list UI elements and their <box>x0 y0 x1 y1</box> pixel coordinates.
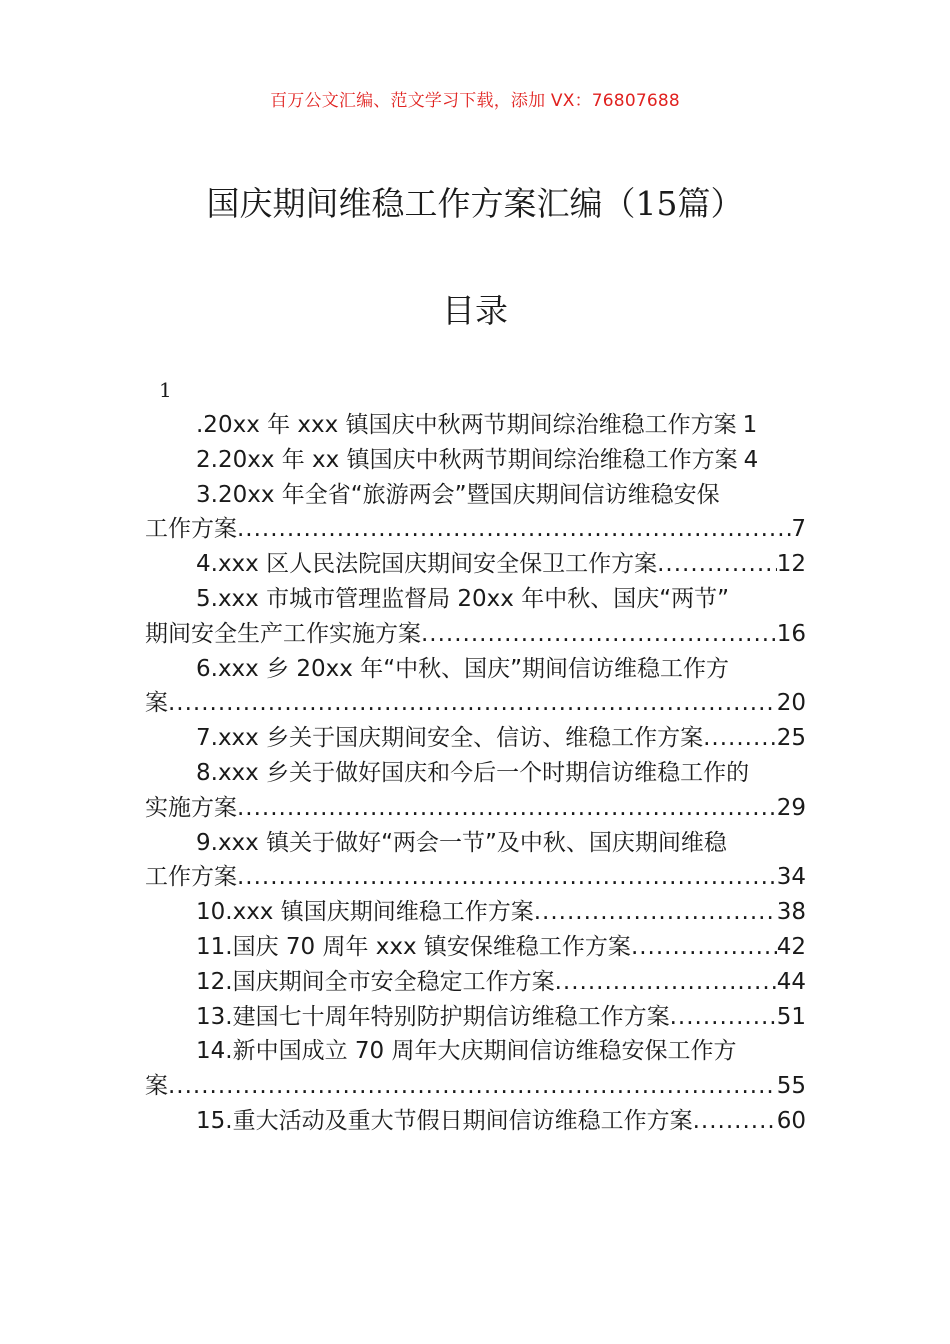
toc-entry-3-continued[interactable] <box>145 512 806 547</box>
toc-entry-title: 6.xxx 乡 20xx 年“中秋、国庆”期间信访维稳工作方 <box>196 655 730 682</box>
toc-entry-page: 44 <box>776 968 806 995</box>
toc-leader-dots <box>421 617 777 652</box>
toc-entry-title: 3.20xx 年全省“旅游两会”暨国庆期间信访维稳安保 <box>196 481 720 508</box>
toc-leader-dots <box>555 965 777 1000</box>
document-title <box>0 178 950 225</box>
toc-entry-page: 1 <box>742 412 758 438</box>
toc-entry-title: 8.xxx 乡关于做好国庆和今后一个时期信访维稳工作的 <box>196 759 750 786</box>
toc-entry-page: 4 <box>743 446 759 473</box>
page-number: 1 <box>159 378 172 402</box>
toc-entry-page: 60 <box>776 1107 806 1134</box>
toc-entry-title: 14.新中国成立 70 周年大庆期间信访维稳安保工作方 <box>196 1038 737 1065</box>
toc-entry-5-continued[interactable] <box>145 617 806 652</box>
toc-entry-title: .20xx 年 xxx 镇国庆中秋两节期间综治维稳工作方案 <box>196 412 737 438</box>
title-count: 15 <box>635 184 678 223</box>
toc-entry-title: 2.20xx 年 xx 镇国庆中秋两节期间综治维稳工作方案 <box>196 446 738 473</box>
toc-entry-page: 20 <box>776 690 806 717</box>
toc-leader-dots <box>237 512 791 547</box>
toc-leader-dots <box>168 1069 777 1104</box>
title-suffix: 篇） <box>677 184 744 223</box>
toc-entry-4[interactable] <box>145 547 806 582</box>
toc-entry-title: 7.xxx 乡关于国庆期间安全、信访、维稳工作方案 <box>196 725 704 752</box>
toc-entry-page: 7 <box>791 516 806 543</box>
toc-entry-title: 5.xxx 市城市管理监督局 20xx 年中秋、国庆“两节” <box>196 585 730 612</box>
toc-entry-page: 55 <box>776 1073 806 1100</box>
promo-banner: 百万公文汇编、范文学习下载，添加 VX：76807688 <box>270 91 680 111</box>
toc-entry-2[interactable] <box>145 443 806 478</box>
toc-entry-title: 13.建国七十周年特别防护期信访维稳工作方案 <box>196 1003 670 1030</box>
toc-leader-dots <box>631 930 777 965</box>
toc-leader-dots <box>237 791 777 826</box>
toc-entry-5[interactable] <box>145 582 806 617</box>
toc-leader-dots <box>670 1000 777 1035</box>
toc-entry-page: 34 <box>776 864 806 891</box>
toc-entry-7[interactable] <box>145 721 806 756</box>
toc-entry-9[interactable] <box>145 826 806 861</box>
toc-entry-8[interactable] <box>145 756 806 791</box>
toc-entry-page: 12 <box>776 551 806 578</box>
toc-entry-title-continued: 工作方案 <box>145 516 237 543</box>
toc-entry-title-continued: 期间安全生产工作实施方案 <box>145 620 421 647</box>
toc-entry-title: 11.国庆 70 周年 xxx 镇安保维稳工作方案 <box>196 933 631 960</box>
toc-entry-title: 9.xxx 镇关于做好“两会一节”及中秋、国庆期间维稳 <box>196 829 727 856</box>
toc-entry-page: 42 <box>776 933 806 960</box>
toc-entry-title: 12.国庆期间全市安全稳定工作方案 <box>196 968 555 995</box>
toc-entry-title: 4.xxx 区人民法院国庆期间安全保卫工作方案 <box>196 551 658 578</box>
table-of-contents <box>145 408 806 1139</box>
toc-entry-1[interactable] <box>145 408 806 443</box>
toc-leader-dots <box>693 1104 777 1139</box>
toc-entry-10[interactable] <box>145 895 806 930</box>
toc-entry-title-continued: 案 <box>145 1073 168 1100</box>
toc-entry-page: 29 <box>776 794 806 821</box>
toc-entry-13[interactable] <box>145 1000 806 1035</box>
toc-entry-8-continued[interactable] <box>145 791 806 826</box>
toc-entry-title-continued: 工作方案 <box>145 864 237 891</box>
toc-entry-11[interactable] <box>145 930 806 965</box>
toc-heading: 目录 <box>442 291 508 330</box>
toc-entry-title: 15.重大活动及重大节假日期间信访维稳工作方案 <box>196 1107 693 1134</box>
toc-entry-title-continued: 实施方案 <box>145 794 237 821</box>
toc-entry-14-continued[interactable] <box>145 1069 806 1104</box>
toc-entry-6-continued[interactable] <box>145 686 806 721</box>
toc-leader-dots <box>237 860 777 895</box>
toc-entry-page: 38 <box>776 899 806 926</box>
toc-entry-6[interactable] <box>145 652 806 687</box>
title-prefix: 国庆期间维稳工作方案汇编（ <box>206 184 636 223</box>
toc-entry-12[interactable] <box>145 965 806 1000</box>
toc-entry-page: 51 <box>776 1003 806 1030</box>
toc-entry-14[interactable] <box>145 1034 806 1069</box>
toc-entry-title-continued: 案 <box>145 690 168 717</box>
toc-leader-dots <box>534 895 777 930</box>
toc-leader-dots <box>168 686 777 721</box>
toc-entry-title: 10.xxx 镇国庆期间维稳工作方案 <box>196 899 534 926</box>
toc-entry-page: 25 <box>776 725 806 752</box>
toc-leader-dots <box>657 547 777 582</box>
toc-entry-9-continued[interactable] <box>145 860 806 895</box>
toc-entry-page: 16 <box>776 620 806 647</box>
toc-leader-dots <box>703 721 777 756</box>
toc-entry-3[interactable] <box>145 478 806 513</box>
toc-entry-15[interactable] <box>145 1104 806 1139</box>
